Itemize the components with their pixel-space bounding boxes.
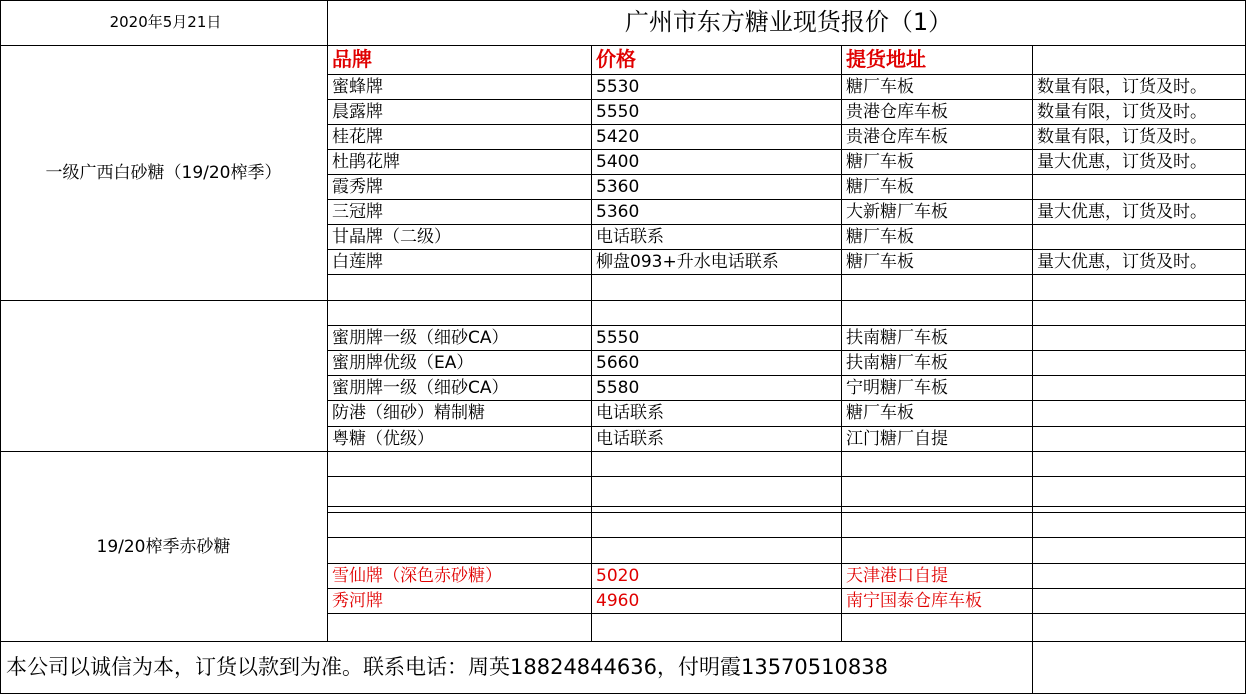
empty-cell bbox=[328, 538, 592, 564]
table-row-pickup: 糖厂车板 bbox=[842, 250, 1033, 275]
table-row-brand: 晨露牌 bbox=[328, 100, 592, 125]
table-row-brand: 霞秀牌 bbox=[328, 175, 592, 200]
empty-cell bbox=[328, 477, 592, 507]
section-label-brown-sugar: 19/20榨季赤砂糖 bbox=[0, 452, 328, 642]
table-row-pickup: 大新糖厂车板 bbox=[842, 200, 1033, 225]
table-row-pickup: 江门糖厂自提 bbox=[842, 427, 1033, 452]
header-brand: 品牌 bbox=[328, 46, 592, 75]
table-row-note bbox=[1033, 351, 1246, 376]
date-cell: 2020年5月21日 bbox=[0, 0, 328, 46]
table-row-note: 量大优惠，订货及时。 bbox=[1033, 150, 1246, 175]
table-row-note: 量大优惠，订货及时。 bbox=[1033, 250, 1246, 275]
table-row-note bbox=[1033, 401, 1246, 427]
table-row-price: 5020 bbox=[592, 564, 842, 589]
empty-cell bbox=[1033, 513, 1246, 538]
section-label-2 bbox=[0, 301, 328, 452]
table-row-brand: 秀河牌 bbox=[328, 589, 592, 614]
table-row-pickup: 糖厂车板 bbox=[842, 150, 1033, 175]
table-row-brand: 三冠牌 bbox=[328, 200, 592, 225]
table-row-brand: 蜜朋牌一级（细砂CA） bbox=[328, 326, 592, 351]
header-price: 价格 bbox=[592, 46, 842, 75]
empty-cell bbox=[1033, 642, 1246, 694]
table-row-pickup: 糖厂车板 bbox=[842, 225, 1033, 250]
table-row-brand: 粤糖（优级） bbox=[328, 427, 592, 452]
header-pickup: 提货地址 bbox=[842, 46, 1033, 75]
section-label-white-sugar: 一级广西白砂糖（19/20榨季） bbox=[0, 46, 328, 301]
header-note bbox=[1033, 46, 1246, 75]
empty-cell bbox=[842, 477, 1033, 507]
table-row-pickup: 糖厂车板 bbox=[842, 401, 1033, 427]
table-row-price: 5420 bbox=[592, 125, 842, 150]
contact-footer: 本公司以诚信为本，订货以款到为准。联系电话：周英18824844636，付明霞13570510838 bbox=[0, 642, 1033, 694]
table-row-pickup: 扶南糖厂车板 bbox=[842, 351, 1033, 376]
table-row-price: 5360 bbox=[592, 200, 842, 225]
table-row-pickup: 贵港仓库车板 bbox=[842, 100, 1033, 125]
empty-cell bbox=[842, 301, 1033, 326]
table-row-pickup: 贵港仓库车板 bbox=[842, 125, 1033, 150]
table-row-price: 5530 bbox=[592, 75, 842, 100]
empty-cell bbox=[592, 538, 842, 564]
table-row-price: 5550 bbox=[592, 326, 842, 351]
table-row-note: 数量有限，订货及时。 bbox=[1033, 100, 1246, 125]
table-row-note bbox=[1033, 376, 1246, 401]
table-row-brand: 杜鹃花牌 bbox=[328, 150, 592, 175]
empty-cell bbox=[1033, 477, 1246, 507]
table-row-note bbox=[1033, 564, 1246, 589]
empty-cell bbox=[592, 614, 842, 642]
empty-cell bbox=[592, 275, 842, 301]
table-row-brand: 桂花牌 bbox=[328, 125, 592, 150]
empty-cell bbox=[1033, 275, 1246, 301]
empty-cell bbox=[592, 301, 842, 326]
table-row-price: 电话联系 bbox=[592, 427, 842, 452]
empty-cell bbox=[842, 538, 1033, 564]
table-row-pickup: 扶南糖厂车板 bbox=[842, 326, 1033, 351]
empty-cell bbox=[328, 301, 592, 326]
empty-cell bbox=[1033, 301, 1246, 326]
empty-cell bbox=[592, 513, 842, 538]
empty-cell bbox=[1033, 614, 1246, 642]
empty-cell bbox=[328, 275, 592, 301]
table-row-note bbox=[1033, 326, 1246, 351]
table-row-price: 5580 bbox=[592, 376, 842, 401]
empty-cell bbox=[1033, 538, 1246, 564]
empty-cell bbox=[842, 275, 1033, 301]
page-title: 广州市东方糖业现货报价（1） bbox=[328, 0, 1246, 46]
table-row-price: 电话联系 bbox=[592, 225, 842, 250]
empty-cell bbox=[328, 452, 592, 477]
table-row-price: 电话联系 bbox=[592, 401, 842, 427]
table-row-note bbox=[1033, 225, 1246, 250]
table-row-note: 量大优惠，订货及时。 bbox=[1033, 200, 1246, 225]
table-row-brand: 蜜朋牌优级（EA） bbox=[328, 351, 592, 376]
table-row-note bbox=[1033, 175, 1246, 200]
empty-cell bbox=[592, 477, 842, 507]
empty-cell bbox=[592, 452, 842, 477]
table-row-brand: 甘晶牌（二级） bbox=[328, 225, 592, 250]
table-row-brand: 防港（细砂）精制糖 bbox=[328, 401, 592, 427]
table-row-pickup: 天津港口自提 bbox=[842, 564, 1033, 589]
empty-cell bbox=[1033, 452, 1246, 477]
empty-cell bbox=[842, 513, 1033, 538]
table-row-pickup: 南宁国泰仓库车板 bbox=[842, 589, 1033, 614]
table-row-pickup: 宁明糖厂车板 bbox=[842, 376, 1033, 401]
table-row-price: 5400 bbox=[592, 150, 842, 175]
table-row-pickup: 糖厂车板 bbox=[842, 75, 1033, 100]
empty-cell bbox=[328, 513, 592, 538]
table-row-brand: 蜜朋牌一级（细砂CA） bbox=[328, 376, 592, 401]
empty-cell bbox=[842, 452, 1033, 477]
table-row-note bbox=[1033, 427, 1246, 452]
table-row-note bbox=[1033, 589, 1246, 614]
table-row-price: 柳盘093+升水电话联系 bbox=[592, 250, 842, 275]
table-row-brand: 白莲牌 bbox=[328, 250, 592, 275]
table-row-price: 5360 bbox=[592, 175, 842, 200]
table-row-price: 4960 bbox=[592, 589, 842, 614]
empty-cell bbox=[842, 614, 1033, 642]
table-row-pickup: 糖厂车板 bbox=[842, 175, 1033, 200]
table-row-note: 数量有限，订货及时。 bbox=[1033, 75, 1246, 100]
empty-cell bbox=[328, 614, 592, 642]
table-row-price: 5550 bbox=[592, 100, 842, 125]
table-row-brand: 雪仙牌（深色赤砂糖） bbox=[328, 564, 592, 589]
table-row-price: 5660 bbox=[592, 351, 842, 376]
table-row-note: 数量有限，订货及时。 bbox=[1033, 125, 1246, 150]
table-row-brand: 蜜蜂牌 bbox=[328, 75, 592, 100]
